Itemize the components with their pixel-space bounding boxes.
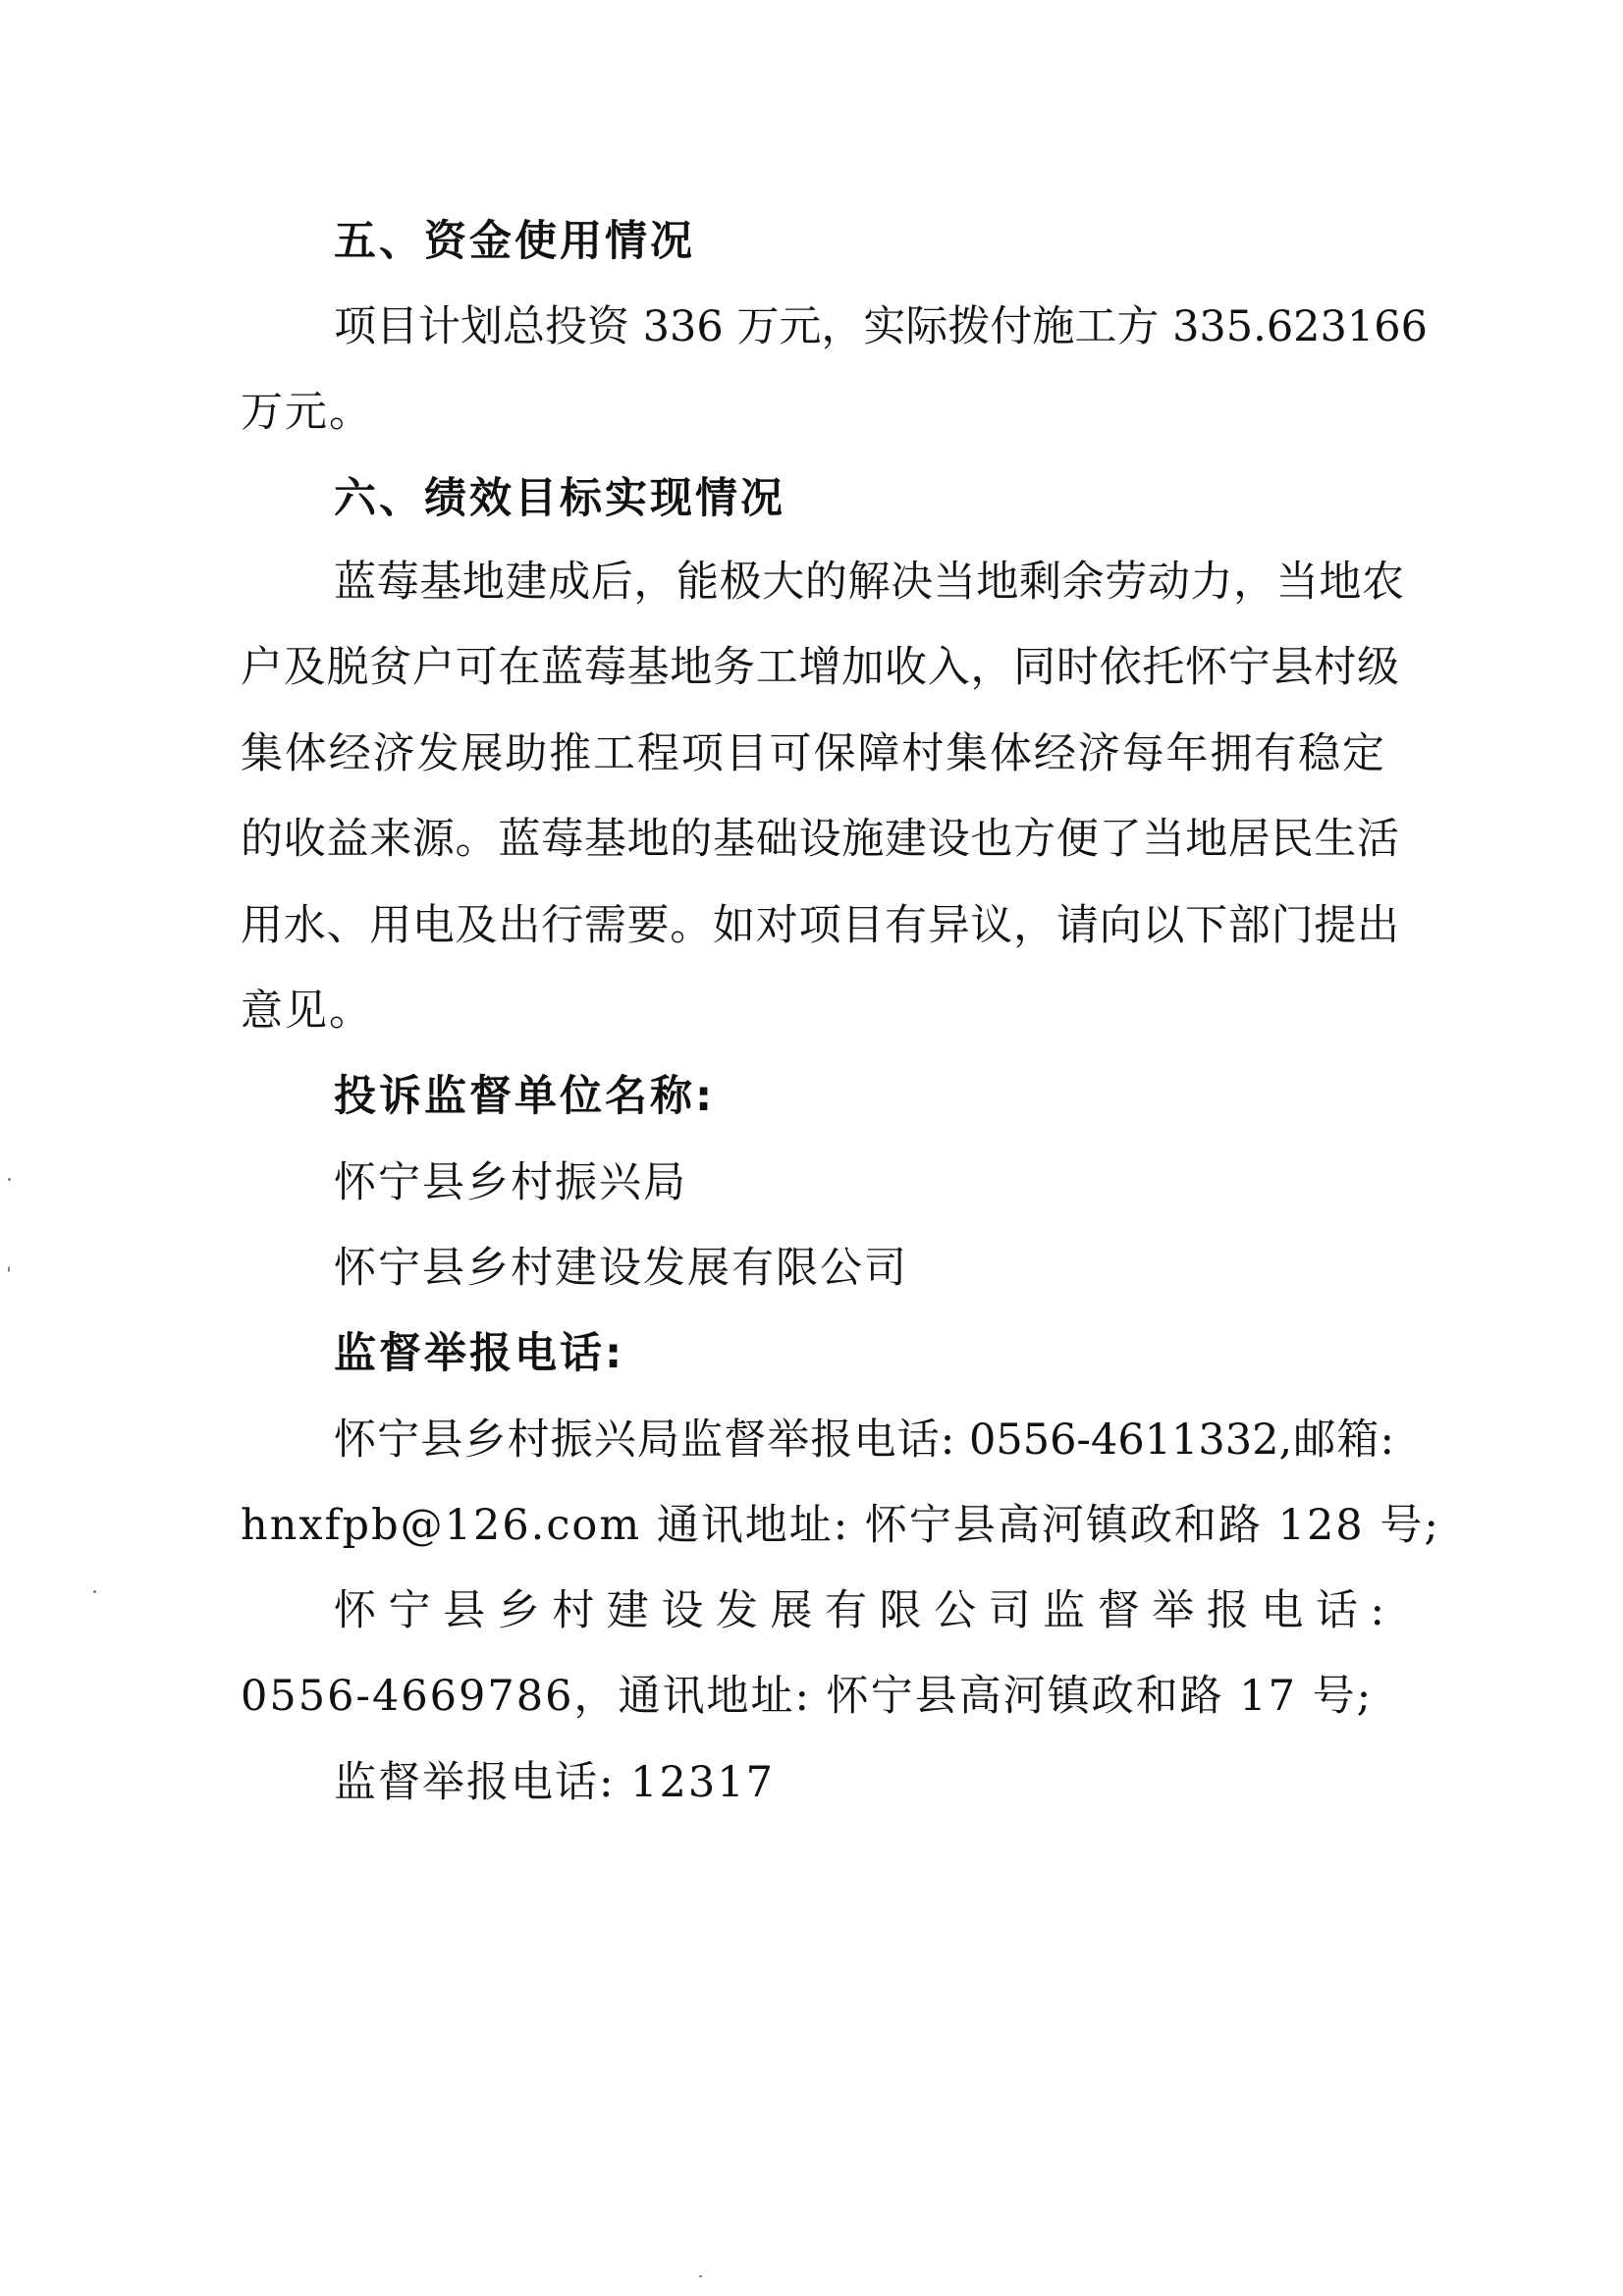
scan-speck (93, 1590, 96, 1593)
complaint-unit-rural-construction-company: 怀宁县乡村建设发展有限公司 (334, 1244, 908, 1293)
section-heading-hotline: 监督举报电话: (334, 1329, 625, 1378)
complaint-unit-rural-revitalization-bureau: 怀宁县乡村振兴局 (334, 1158, 687, 1207)
section-heading-funds: 五、资金使用情况 (334, 217, 695, 266)
performance-paragraph-line-3: 集体经济发展助推工程项目可保障村集体经济每年拥有稳定 (241, 729, 1384, 778)
hotline-company-line: 怀宁县乡村建设发展有限公司监督举报电话: (334, 1586, 1394, 1635)
scan-speck (8, 1178, 11, 1181)
section-heading-complaint-units: 投诉监督单位名称: (334, 1072, 716, 1121)
performance-paragraph-line-5: 用水、用电及出行需要。如对项目有异议，请向以下部门提出 (241, 901, 1399, 950)
funds-paragraph-line-2: 万元。 (241, 388, 373, 437)
funds-paragraph-line-1: 项目计划总投资 336 万元，实际拨付施工方 335.623166 (334, 302, 1428, 351)
performance-paragraph-line-6: 意见。 (241, 987, 373, 1036)
hotline-company-address-line: 0556-4669786，通讯地址: 怀宁县高河镇政和路 17 号; (241, 1672, 1374, 1721)
hotline-general-line: 监督举报电话: 12317 (334, 1758, 775, 1807)
hotline-bureau-line: 怀宁县乡村振兴局监督举报电话: 0556-4611332,邮箱: (334, 1415, 1394, 1465)
performance-paragraph-line-1: 蓝莓基地建成后，能极大的解决当地剩余劳动力，当地农 (334, 558, 1404, 607)
performance-paragraph-line-4: 的收益来源。蓝莓基地的基础设施建设也方便了当地居民生活 (241, 815, 1399, 864)
scan-speck (8, 1266, 10, 1272)
hotline-bureau-email-address-line: hnxfpb@126.com 通讯地址: 怀宁县高河镇政和路 128 号; (241, 1501, 1440, 1550)
performance-paragraph-line-2: 户及脱贫户可在蓝莓基地务工增加收入，同时依托怀宁县村级 (241, 643, 1399, 692)
scan-speck (699, 2275, 702, 2277)
section-heading-performance: 六、绩效目标实现情况 (334, 474, 785, 523)
